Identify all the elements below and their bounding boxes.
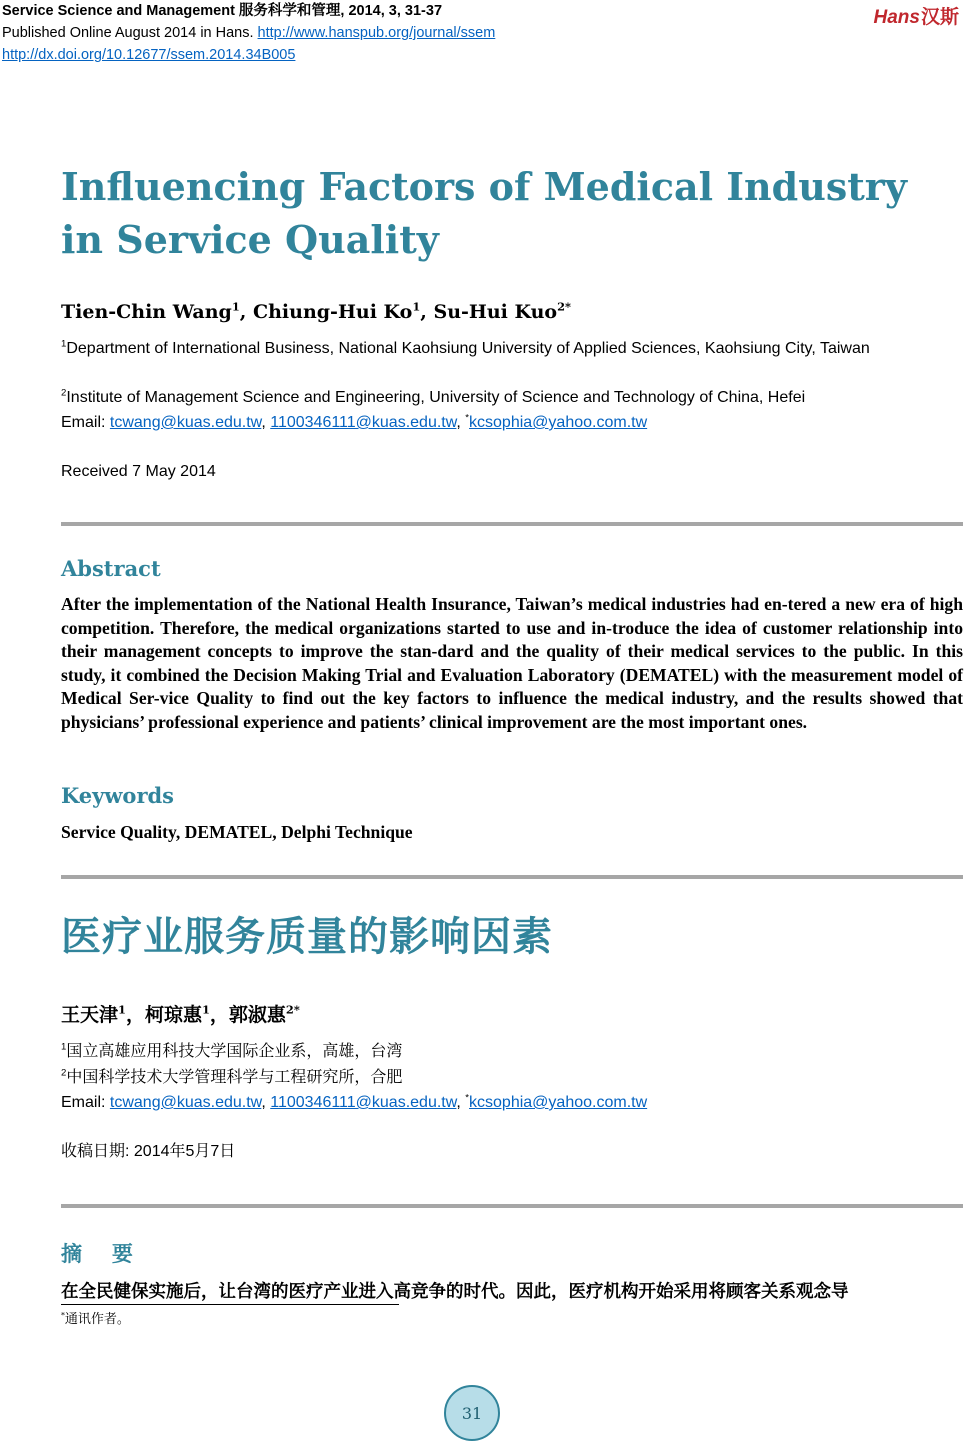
email-sep: , [261,1094,271,1111]
email-sep: , [456,1094,466,1111]
email-link-2[interactable]: 1100346111@kuas.edu.tw [270,414,457,431]
author-sup: 1 [118,1002,126,1017]
page-header [2,0,495,66]
paper-title-en: Influencing Factors of Medical Industry in Service Quality [61,164,907,262]
email-sep: , [456,414,466,431]
abstract-cn-text: 在全民健保实施后，让台湾的医疗产业进入高竞争的时代。因此，医疗机构开始采用将顾客关系观念导 [61,1281,849,1301]
affil-text: Institute of Management Science and Engineering, University of Science and Technology of China, Hefei [66,389,806,406]
email-link-3[interactable]: kcsophia@yahoo.com.tw [469,1094,648,1111]
author-name: , Chiung-Hui Ko [239,301,413,323]
author-name: 王天津 [61,1004,119,1026]
received-en: Received 7 May 2014 [61,463,216,480]
hans-logo [874,2,959,29]
footnote-star: * [61,1310,65,1320]
author-sup: 2* [285,1002,300,1017]
author-name: , Su-Hui Kuo [420,301,558,323]
logo-cn: 汉斯 [920,7,959,28]
affiliation-1-cn [61,1040,941,1064]
keywords-heading: Keywords [61,783,175,808]
author-sup: 1 [231,299,240,314]
abstract-text: After the implementation of the National Health Insurance, Taiwan’s medical industries had en-tered a new era of high competition. Therefore, the medical organizations started to use and in-troduce the idea of customer relationship into their management concepts to improve the stan-dard and the quality of their medical services to the public. In this study, it combined the Decision Making Trial and Evaluation Laboratory (DEMATEL) with the measurement model of Medical Ser-vice Quality to find out the key factors to influence the medical industry, and the results showed that physicians’ professional experience and patients’ clinical improvement are the most important ones. [61,594,963,732]
affil-sup: 1 [61,338,67,350]
footnote-rule [61,1304,399,1305]
divider [61,1204,963,1208]
author-name: Tien-Chin Wang [61,301,232,323]
affil-sup: 1 [61,1041,67,1053]
paper-title-cn: 医疗业服务质量的影响因素 [61,914,553,960]
affiliation-2-en [61,386,941,410]
email-link-2[interactable]: 1100346111@kuas.edu.tw [270,1094,457,1111]
affil-sup: 2 [61,1067,67,1079]
footnote-text: 通讯作者。 [64,1312,130,1327]
journal-line: Service Science and Management 服务科学和管理, 2014, 3, 31-37 [2,3,443,19]
affil-text: 国立高雄应用科技大学国际企业系，高雄，台湾 [66,1043,403,1060]
email-label: Email: [61,1094,110,1111]
author-name: ，柯琼惠 [125,1004,202,1026]
abstract-cn-heading: 摘 要 [61,1243,145,1266]
doi-link[interactable]: http://dx.doi.org/10.12677/ssem.2014.34B005 [2,47,296,63]
affiliation-1-en [61,337,941,361]
affiliation-2-cn [61,1066,941,1090]
received-cn: 收稿日期: 2014年5月7日 [61,1143,236,1160]
email-link-3[interactable]: kcsophia@yahoo.com.tw [469,414,648,431]
affil-text: 中国科学技术大学管理科学与工程研究所，合肥 [66,1069,403,1086]
footnote [61,1308,130,1327]
email-star: * [465,1092,470,1104]
keywords-text: Service Quality, DEMATEL, Delphi Technique [61,822,413,842]
author-sup: 1 [201,1002,210,1017]
logo-en: Hans [873,7,920,28]
journal-url-link[interactable]: http://www.hanspub.org/journal/ssem [257,25,496,41]
doi-line [2,44,495,66]
divider [61,522,963,526]
email-link-1[interactable]: tcwang@kuas.edu.tw [109,414,262,431]
author-sup: 2* [557,299,571,314]
email-label: Email: [61,414,110,431]
published-prefix: Published Online August 2014 in Hans. [2,25,258,41]
affil-text: Department of International Business, National Kaohsiung University of Applied Sciences, Kaohsiung City, Taiwan [66,340,870,357]
email-star: * [465,412,470,424]
email-link-1[interactable]: tcwang@kuas.edu.tw [109,1094,262,1111]
abstract-heading: Abstract [61,556,161,581]
divider [61,875,963,879]
authors-en [61,301,571,323]
affil-sup: 2 [61,387,67,399]
published-line [2,22,495,44]
page-number-badge: 31 [444,1385,500,1441]
author-name: ，郭淑惠 [209,1004,286,1026]
email-line-en [61,411,941,435]
email-line-cn [61,1091,941,1115]
email-sep: , [261,414,271,431]
authors-cn [61,1000,300,1027]
author-sup: 1 [412,299,421,314]
